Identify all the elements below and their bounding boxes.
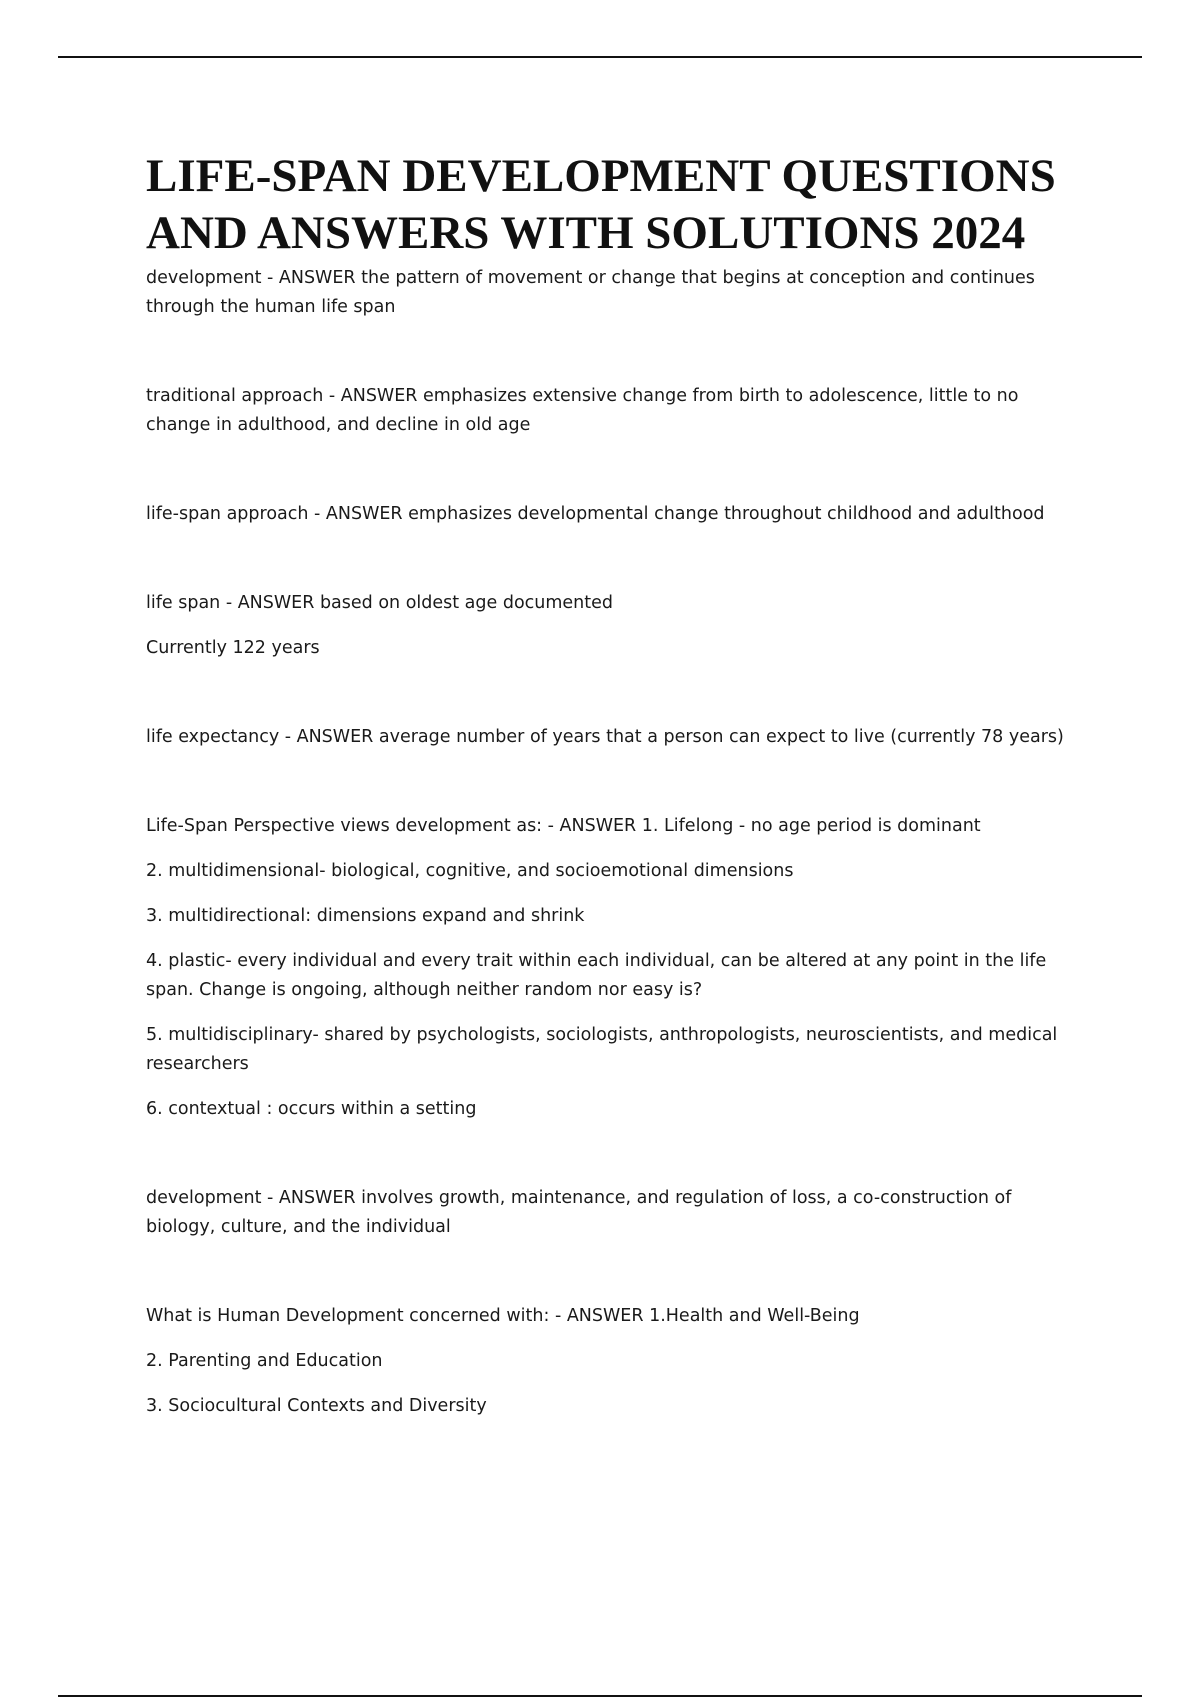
top-rule	[58, 56, 1142, 58]
paragraph-human-development-health: What is Human Development concerned with: - ANSWER 1.Health and Well-Being	[146, 1306, 860, 1326]
paragraph-parenting-education: 2. Parenting and Education	[146, 1351, 383, 1371]
document-title: LIFE-SPAN DEVELOPMENT QUESTIONS AND ANSWERS WITH SOLUTIONS 2024	[146, 150, 1056, 259]
paragraph-plastic: 4. plastic- every individual and every trait within each individual, can be altered at any point in the life span. Change is ongoing, although neither random nor easy is?	[146, 951, 1047, 1000]
paragraph-multidirectional: 3. multidirectional: dimensions expand and shrink	[146, 906, 585, 926]
paragraph-development-growth: development - ANSWER involves growth, maintenance, and regulation of loss, a co-construction of biology, culture, and the individual	[146, 1188, 1012, 1237]
paragraph-life-span: life span - ANSWER based on oldest age documented	[146, 593, 614, 613]
paragraph-currently-122-years: Currently 122 years	[146, 638, 320, 658]
paragraph-multidimensional: 2. multidimensional- biological, cognitive, and socioemotional dimensions	[146, 861, 794, 881]
paragraph-contextual: 6. contextual : occurs within a setting	[146, 1099, 477, 1119]
paragraph-multidisciplinary: 5. multidisciplinary- shared by psychologists, sociologists, anthropologists, neuroscientists, and medical researchers	[146, 1025, 1058, 1074]
document-body	[146, 148, 1086, 1421]
paragraph-traditional-approach: traditional approach - ANSWER emphasizes extensive change from birth to adolescence, little to no change in adulthood, and decline in old age	[146, 386, 1019, 435]
paragraph-development-definition: development - ANSWER the pattern of movement or change that begins at conception and continues through the human life span	[146, 268, 1035, 317]
bottom-rule	[58, 1695, 1142, 1697]
paragraph-life-span-approach: life-span approach - ANSWER emphasizes developmental change throughout childhood and adulthood	[146, 504, 1045, 524]
paragraph-sociocultural-contexts: 3. Sociocultural Contexts and Diversity	[146, 1396, 487, 1416]
paragraph-perspective-lifelong: Life-Span Perspective views development as: - ANSWER 1. Lifelong - no age period is dominant	[146, 816, 981, 836]
paragraph-life-expectancy: life expectancy - ANSWER average number of years that a person can expect to live (currently 78 years)	[146, 727, 1064, 747]
